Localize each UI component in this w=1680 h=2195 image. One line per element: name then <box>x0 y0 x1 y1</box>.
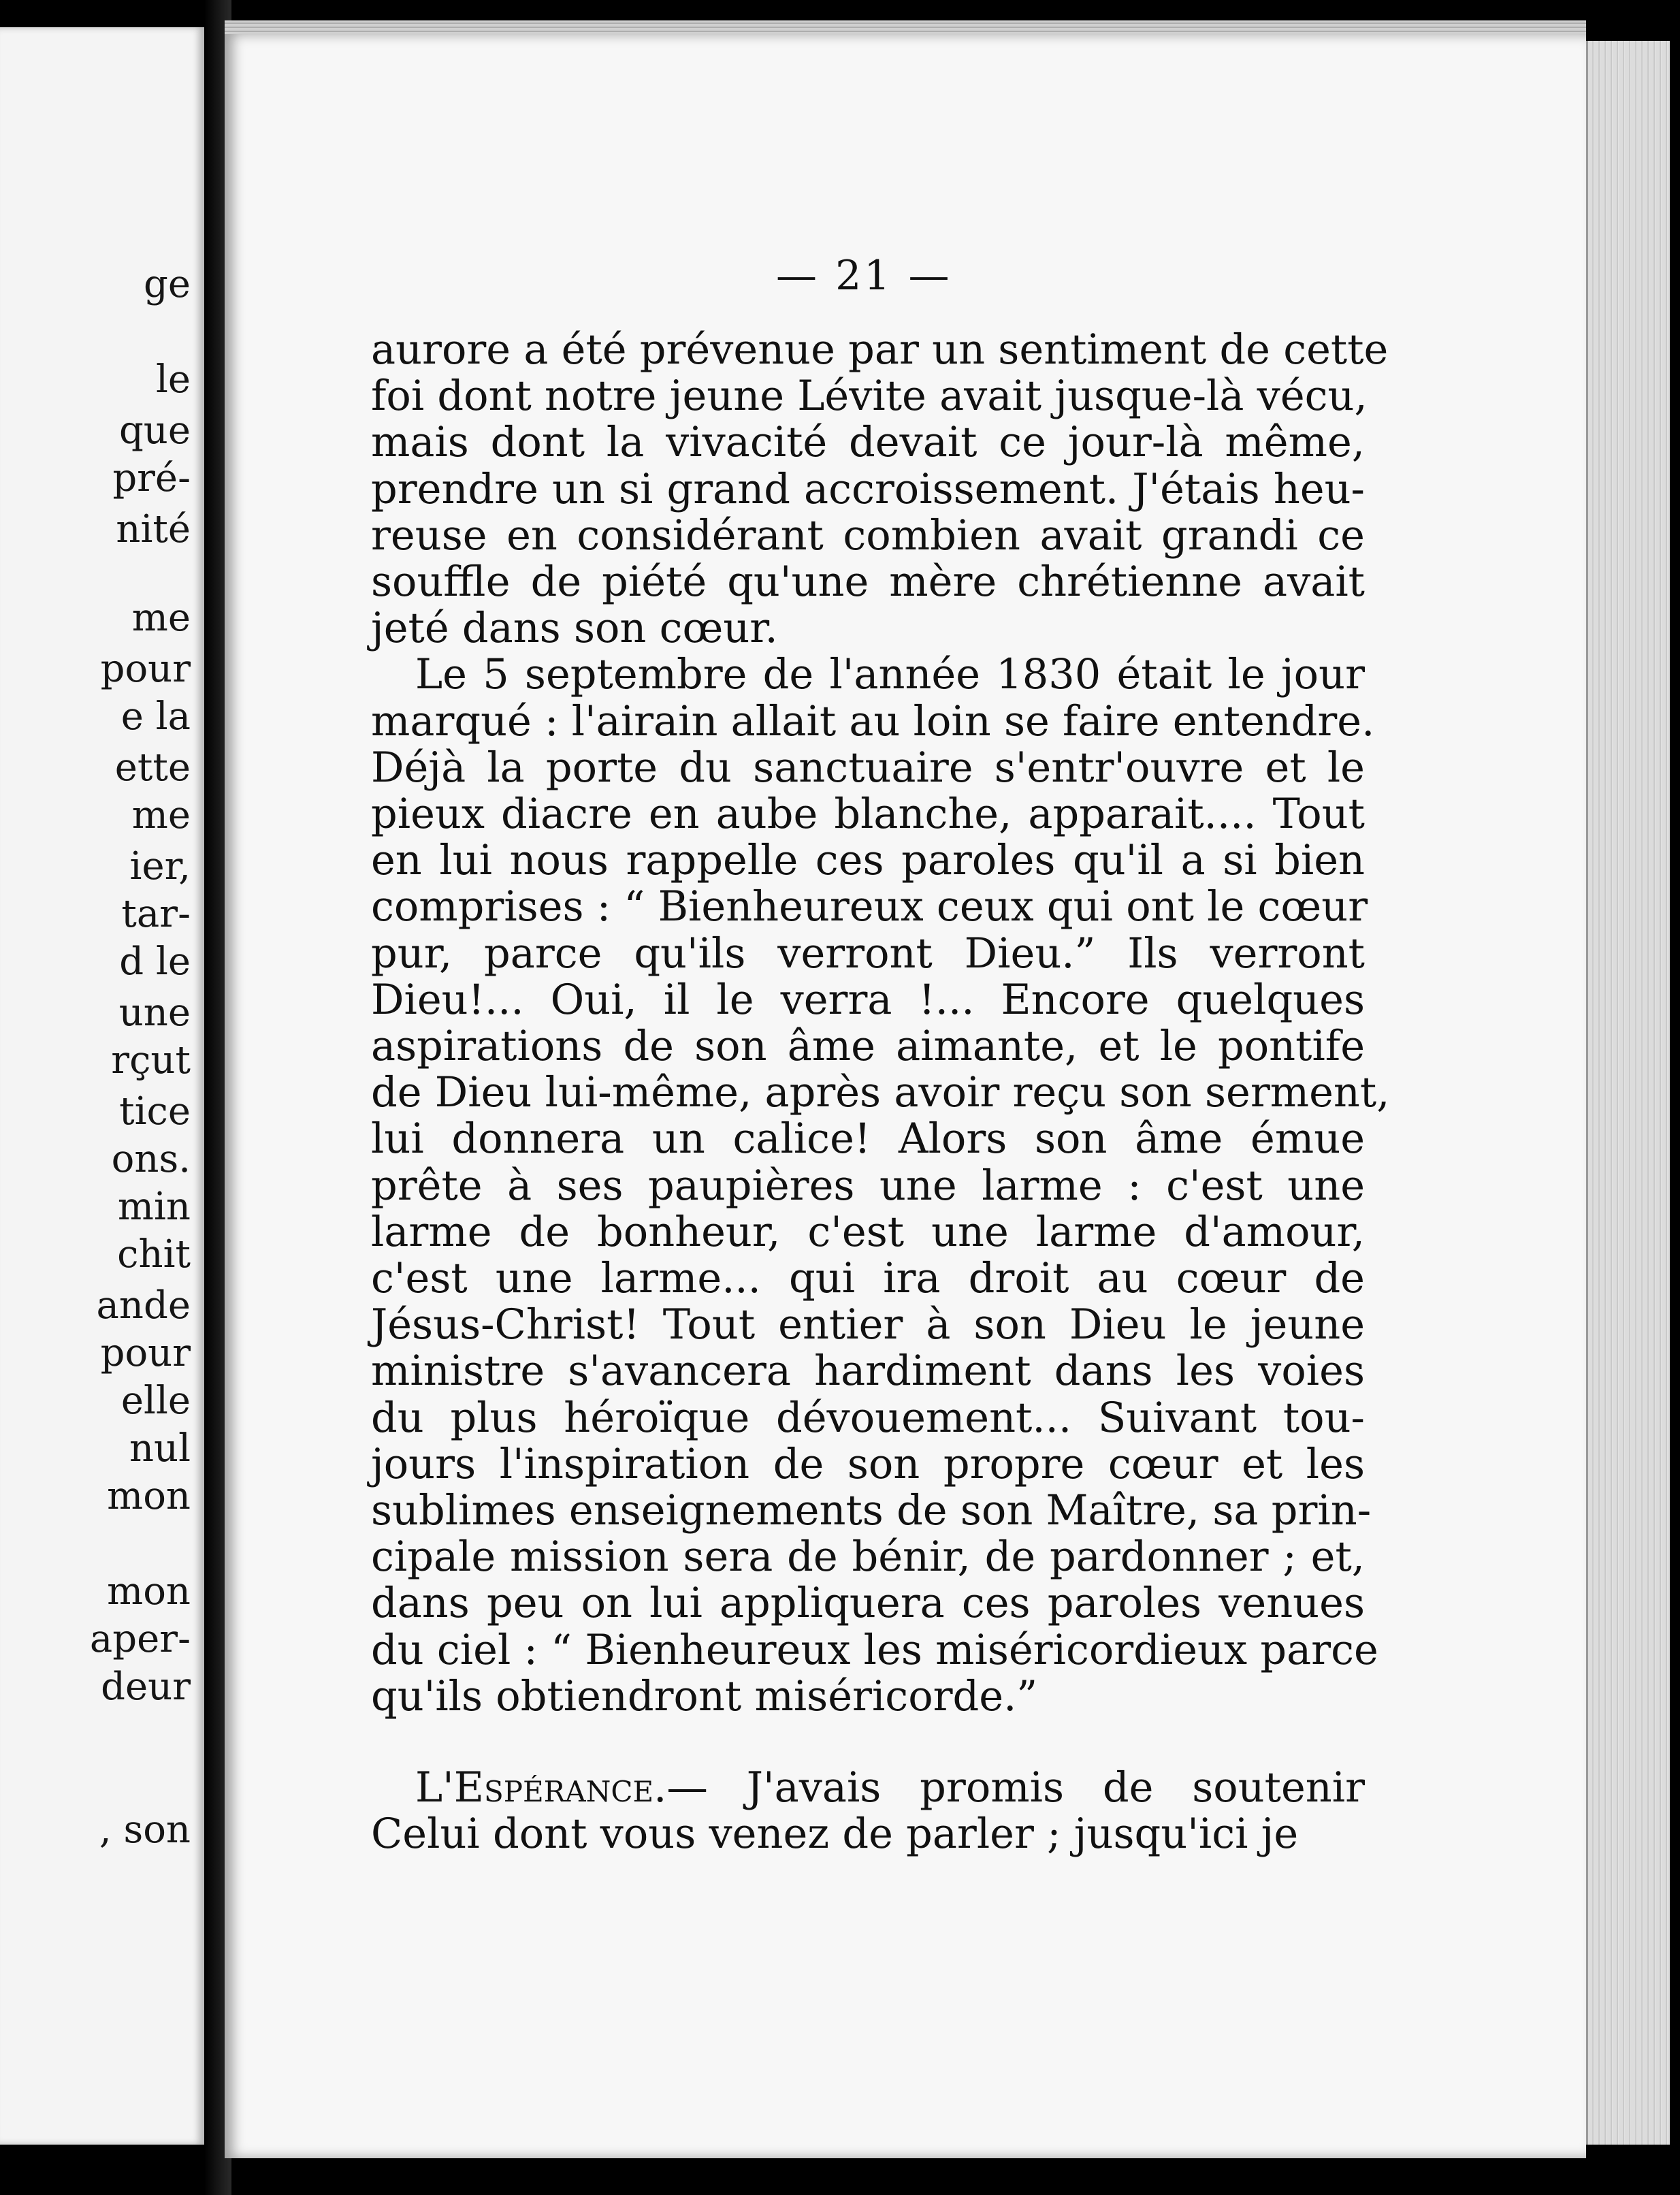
text-line: aurore a été prévenue par un sentiment de cette <box>371 326 1389 374</box>
facing-page-line: me <box>131 596 191 640</box>
facing-page-line: deur <box>101 1665 191 1709</box>
text-line: Jésus-Christ! Tout entier à son Dieu le jeune <box>371 1301 1365 1349</box>
text-line: foi dont notre jeune Lévite avait jusque-là vécu, <box>371 372 1368 421</box>
text-line <box>371 1765 1365 1811</box>
speaker-line: — J'avais promis de soutenir <box>666 1764 1365 1812</box>
text-line: du ciel : “ Bienheureux les miséricordieux parce <box>371 1626 1378 1674</box>
text-line: comprises : “ Bienheureux ceux qui ont le cœur <box>371 883 1368 931</box>
facing-page-line: rçut <box>111 1038 191 1083</box>
text-line: cipale mission sera de bénir, de pardonner ; et, <box>371 1533 1365 1582</box>
facing-page-line: pour <box>100 647 191 691</box>
facing-page-line: tar- <box>121 892 191 936</box>
text-line: Dieu!... Oui, il le verra !... Encore quelques <box>371 976 1365 1024</box>
text-line: qu'ils obtiendront miséricorde.” <box>371 1672 1038 1720</box>
paragraph-2 <box>371 651 1390 1720</box>
text-line: du plus héroïque dévouement... Suivant tou- <box>371 1394 1365 1442</box>
facing-page-line: mon <box>107 1569 191 1614</box>
facing-page-line: le <box>155 357 191 402</box>
facing-page-line: d le <box>119 940 191 984</box>
facing-page-line: ette <box>114 746 191 790</box>
text-line: pur, parce qu'ils verront Dieu.” Ils verront <box>371 929 1365 978</box>
facing-page-line: nul <box>129 1426 191 1471</box>
facing-page-line: que <box>118 408 191 453</box>
facing-page-line: ons. <box>111 1137 191 1181</box>
page-stack-edge <box>1586 41 1670 2145</box>
text-line: lui donnera un calice! Alors son âme émue <box>371 1115 1365 1164</box>
facing-page-line: mon <box>107 1474 191 1518</box>
text-line: sublimes enseignements de son Maître, sa prin- <box>371 1487 1372 1535</box>
facing-page-line: aper- <box>89 1617 191 1661</box>
text-line: marqué : l'airain allait au loin se faire entendre. <box>371 697 1375 746</box>
text-line: dans peu on lui appliquera ces paroles venues <box>371 1580 1365 1628</box>
text-line: en lui nous rappelle ces paroles qu'il a si bien <box>371 837 1365 885</box>
facing-page-line: une <box>118 991 191 1035</box>
speaker-name: L'Espérance. <box>415 1764 667 1812</box>
facing-page-line: me <box>131 793 191 837</box>
facing-page-line: e la <box>120 694 191 739</box>
facing-page-line: ier, <box>129 844 191 888</box>
facing-page-line: tice <box>119 1089 191 1134</box>
text-line: prête à ses paupières une larme : c'est une <box>371 1161 1365 1210</box>
text-line: prendre un si grand accroissement. J'étais heu- <box>371 465 1365 513</box>
text-line: aspirations de son âme aimante, et le pontife <box>371 1023 1365 1071</box>
text-line: jours l'inspiration de son propre cœur et les <box>371 1440 1365 1488</box>
text-line: pieux diacre en aube blanche, apparait.... Tout <box>371 790 1365 839</box>
facing-page-line: ge <box>144 262 191 306</box>
text-line: Le 5 septembre de l'année 1830 était le jour <box>415 651 1365 699</box>
facing-page-line: min <box>117 1185 191 1229</box>
facing-page-line: pré- <box>112 456 191 500</box>
facing-page-line: elle <box>120 1379 191 1423</box>
facing-page-line: pour <box>100 1331 191 1375</box>
text-line: jeté dans son cœur. <box>371 605 778 653</box>
facing-page-line: ande <box>96 1283 191 1328</box>
facing-page <box>0 27 204 2145</box>
text-line: de Dieu lui-même, après avoir reçu son serment, <box>371 1069 1390 1117</box>
page-text <box>371 326 1390 1859</box>
text-line: Celui dont vous venez de parler ; jusqu'ici je <box>371 1810 1299 1859</box>
facing-page-line: , son <box>99 1808 191 1852</box>
facing-page-line: chit <box>117 1232 191 1277</box>
text-line: reuse en considérant combien avait grandi ce <box>371 511 1365 560</box>
text-line: souffle de piété qu'une mère chrétienne avait <box>371 558 1365 607</box>
text-line: Déjà la porte du sanctuaire s'entr'ouvre et le <box>371 743 1365 792</box>
page-number: — 21 — <box>776 252 952 300</box>
text-line: ministre s'avancera hardiment dans les voies <box>371 1347 1365 1396</box>
text-line: larme de bonheur, c'est une larme d'amour, <box>371 1208 1365 1256</box>
paragraph-3 <box>371 1765 1365 1857</box>
paragraph-1 <box>371 326 1389 653</box>
text-line: mais dont la vivacité devait ce jour-là même, <box>371 419 1365 467</box>
facing-page-line: nité <box>116 507 191 551</box>
text-line: c'est une larme... qui ira droit au cœur de <box>371 1255 1365 1303</box>
